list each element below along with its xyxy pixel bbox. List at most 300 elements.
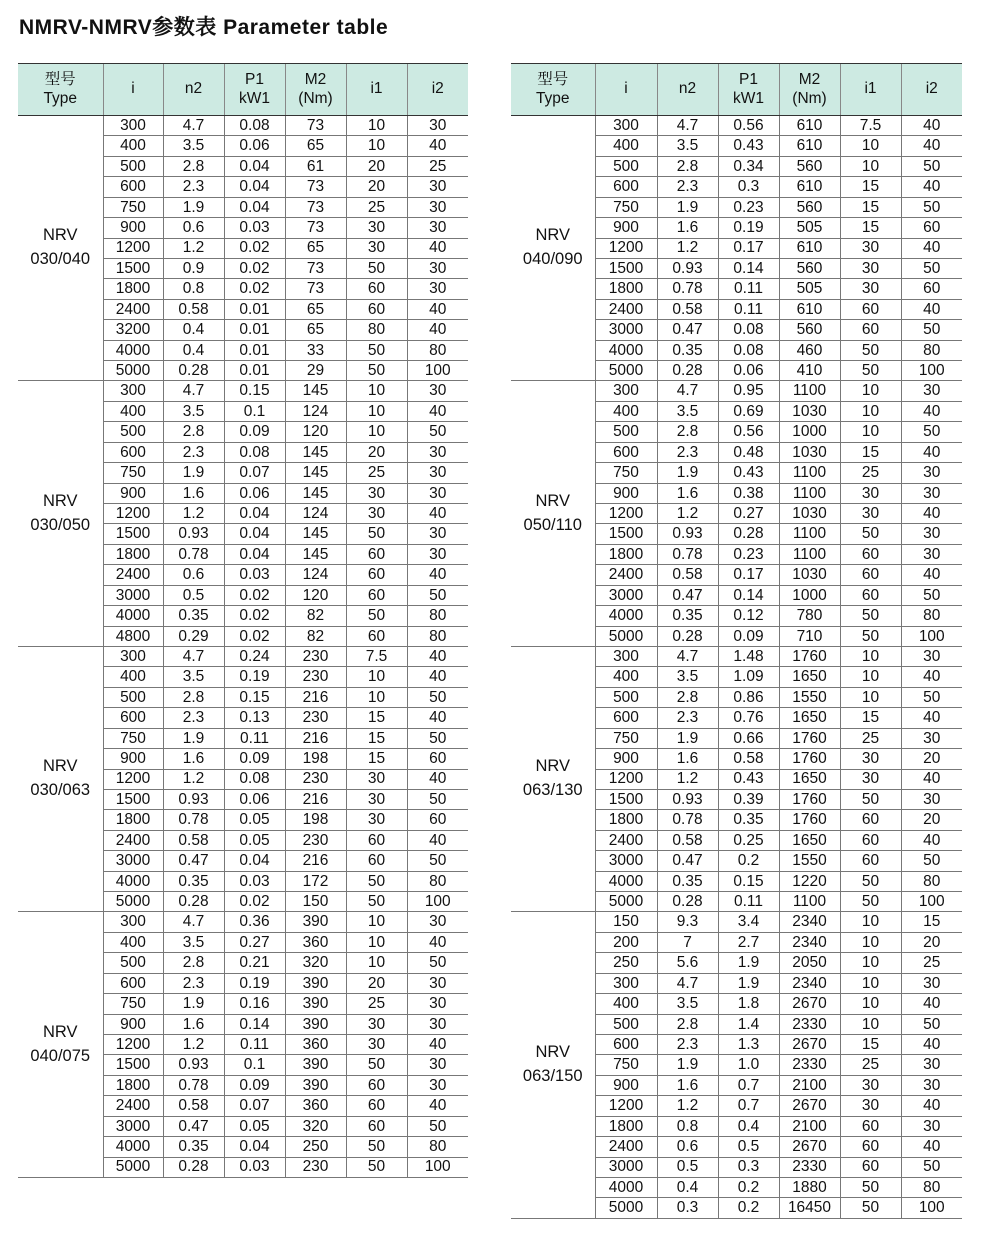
cell-i: 1800 [103, 810, 163, 830]
cell-i: 300 [595, 116, 657, 136]
cell-n2: 1.6 [657, 749, 718, 769]
cell-p1: 0.12 [718, 606, 779, 626]
cell-i1: 10 [346, 667, 407, 687]
type-group-030-050 [18, 381, 468, 646]
cell-i2: 30 [901, 973, 962, 993]
cell-i1: 25 [840, 1055, 901, 1075]
cell-i: 3000 [103, 1116, 163, 1136]
cell-i2: 40 [407, 401, 468, 421]
type-cell [18, 116, 103, 381]
cell-p1: 0.08 [224, 769, 285, 789]
cell-n2: 2.3 [163, 177, 224, 197]
cell-i1: 50 [840, 361, 901, 381]
cell-m2: 145 [285, 483, 346, 503]
cell-p1: 3.4 [718, 912, 779, 932]
cell-i2: 40 [901, 504, 962, 524]
cell-m2: 230 [285, 708, 346, 728]
cell-n2: 0.28 [657, 361, 718, 381]
cell-p1: 0.07 [224, 463, 285, 483]
cell-i1: 30 [346, 504, 407, 524]
cell-m2: 65 [285, 238, 346, 258]
cell-i: 1800 [595, 1116, 657, 1136]
cell-p1: 0.7 [718, 1096, 779, 1116]
cell-n2: 0.78 [657, 544, 718, 564]
cell-n2: 2.3 [163, 973, 224, 993]
cell-i1: 25 [840, 463, 901, 483]
cell-m2: 250 [285, 1137, 346, 1157]
page-title: NMRV-NMRV参数表 Parameter table [19, 16, 389, 39]
cell-n2: 1.9 [163, 994, 224, 1014]
cell-p1: 0.04 [224, 524, 285, 544]
table-row [511, 381, 962, 401]
cell-i1: 60 [346, 565, 407, 585]
cell-p1: 0.1 [224, 1055, 285, 1075]
cell-i1: 50 [840, 892, 901, 912]
type-group-040-090 [511, 116, 962, 381]
cell-m2: 1030 [779, 442, 840, 462]
cell-i2: 30 [901, 1075, 962, 1095]
cell-n2: 0.93 [163, 1055, 224, 1075]
cell-i2: 30 [407, 1075, 468, 1095]
cell-p1: 0.17 [718, 565, 779, 585]
cell-i1: 60 [840, 1116, 901, 1136]
cell-n2: 2.8 [163, 422, 224, 442]
cell-i: 3200 [103, 320, 163, 340]
type-type-line1: NRV [42, 1022, 78, 1041]
cell-n2: 0.28 [657, 626, 718, 646]
cell-m2: 65 [285, 136, 346, 156]
cell-n2: 0.28 [163, 1157, 224, 1177]
cell-m2: 1760 [779, 728, 840, 748]
cell-m2: 230 [285, 769, 346, 789]
cell-p1: 0.04 [224, 197, 285, 217]
header-row [18, 64, 468, 116]
cell-i1: 15 [840, 1034, 901, 1054]
cell-m2: 145 [285, 524, 346, 544]
cell-p1: 0.21 [224, 953, 285, 973]
cell-m2: 73 [285, 258, 346, 278]
cell-i2: 30 [901, 483, 962, 503]
cell-i2: 60 [901, 279, 962, 299]
cell-i2: 30 [901, 524, 962, 544]
cell-i: 3000 [595, 851, 657, 871]
cell-p1: 0.56 [718, 422, 779, 442]
cell-i: 1500 [595, 524, 657, 544]
cell-p1: 0.04 [224, 851, 285, 871]
cell-i: 750 [595, 463, 657, 483]
column-header-i [595, 64, 657, 116]
cell-i1: 15 [346, 708, 407, 728]
cell-i2: 50 [407, 1116, 468, 1136]
cell-i1: 30 [840, 1075, 901, 1095]
cell-m2: 1550 [779, 687, 840, 707]
cell-n2: 1.9 [657, 197, 718, 217]
cell-m2: 2100 [779, 1075, 840, 1095]
cell-i1: 50 [840, 871, 901, 891]
cell-m2: 124 [285, 401, 346, 421]
column-header-n2 [657, 64, 718, 116]
cell-p1: 0.11 [224, 728, 285, 748]
cell-p1: 0.04 [224, 544, 285, 564]
cell-i1: 30 [346, 238, 407, 258]
cell-p1: 0.34 [718, 156, 779, 176]
cell-i: 4000 [595, 340, 657, 360]
column-header-m2-line1: M2 [798, 70, 821, 88]
cell-i1: 30 [346, 1034, 407, 1054]
cell-i2: 25 [407, 156, 468, 176]
cell-p1: 0.03 [224, 565, 285, 585]
cell-n2: 0.28 [657, 892, 718, 912]
cell-n2: 0.58 [657, 565, 718, 585]
cell-i: 3000 [595, 585, 657, 605]
cell-i2: 40 [901, 177, 962, 197]
table-header [511, 64, 962, 116]
cell-p1: 0.3 [718, 1157, 779, 1177]
cell-n2: 0.93 [657, 789, 718, 809]
cell-i1: 60 [840, 320, 901, 340]
cell-n2: 4.7 [163, 912, 224, 932]
cell-i: 3000 [595, 320, 657, 340]
cell-i1: 10 [840, 136, 901, 156]
cell-m2: 2100 [779, 1116, 840, 1136]
cell-p1: 0.39 [718, 789, 779, 809]
header-row [511, 64, 962, 116]
type-cell [511, 912, 595, 1218]
cell-p1: 0.04 [224, 156, 285, 176]
cell-i2: 100 [901, 892, 962, 912]
cell-i1: 25 [346, 463, 407, 483]
cell-n2: 1.9 [657, 1055, 718, 1075]
cell-i2: 30 [407, 1014, 468, 1034]
cell-i2: 50 [407, 422, 468, 442]
cell-i2: 60 [407, 810, 468, 830]
cell-i2: 30 [407, 279, 468, 299]
cell-m2: 216 [285, 851, 346, 871]
cell-m2: 390 [285, 994, 346, 1014]
cell-i1: 10 [840, 401, 901, 421]
table-row [511, 912, 962, 932]
cell-p1: 0.2 [718, 1198, 779, 1218]
cell-m2: 2050 [779, 953, 840, 973]
column-header-n2-line1: n2 [678, 80, 697, 98]
column-header-i1 [840, 64, 901, 116]
cell-n2: 0.8 [163, 279, 224, 299]
type-group-050-110 [511, 381, 962, 646]
cell-i2: 80 [407, 1137, 468, 1157]
cell-p1: 0.08 [718, 340, 779, 360]
cell-n2: 0.58 [163, 1096, 224, 1116]
cell-n2: 0.47 [657, 320, 718, 340]
cell-i1: 30 [840, 769, 901, 789]
cell-p1: 0.01 [224, 320, 285, 340]
cell-n2: 1.9 [657, 463, 718, 483]
cell-p1: 0.16 [224, 994, 285, 1014]
column-header-type [18, 64, 103, 116]
column-header-i2 [407, 64, 468, 116]
column-header-i1-line1: i1 [370, 80, 383, 98]
cell-n2: 0.28 [163, 361, 224, 381]
cell-p1: 0.19 [718, 218, 779, 238]
cell-m2: 1100 [779, 483, 840, 503]
cell-i: 500 [103, 953, 163, 973]
cell-i2: 40 [407, 667, 468, 687]
cell-p1: 0.06 [718, 361, 779, 381]
column-header-m2-line1: M2 [304, 70, 327, 88]
cell-n2: 9.3 [657, 912, 718, 932]
cell-i: 5000 [103, 361, 163, 381]
cell-i1: 15 [840, 177, 901, 197]
cell-i2: 40 [407, 299, 468, 319]
cell-n2: 3.5 [163, 136, 224, 156]
cell-i1: 7.5 [840, 116, 901, 136]
cell-i: 300 [103, 912, 163, 932]
cell-n2: 0.3 [657, 1198, 718, 1218]
cell-p1: 0.27 [718, 504, 779, 524]
cell-i1: 25 [346, 197, 407, 217]
cell-p1: 0.36 [224, 912, 285, 932]
cell-p1: 0.03 [224, 218, 285, 238]
cell-m2: 73 [285, 116, 346, 136]
cell-n2: 0.58 [657, 299, 718, 319]
table-row [511, 116, 962, 136]
cell-m2: 410 [779, 361, 840, 381]
cell-i1: 20 [346, 973, 407, 993]
column-header-type-line1: 型号 [44, 70, 76, 88]
cell-i1: 10 [346, 912, 407, 932]
cell-i2: 100 [407, 361, 468, 381]
cell-p1: 0.11 [718, 279, 779, 299]
cell-p1: 0.66 [718, 728, 779, 748]
type-cell [18, 646, 103, 911]
cell-m2: 230 [285, 646, 346, 666]
cell-i1: 30 [840, 1096, 901, 1116]
cell-m2: 320 [285, 953, 346, 973]
type-type-line2: 063/130 [522, 781, 583, 800]
parameter-table-right [511, 63, 962, 1219]
cell-i: 400 [103, 136, 163, 156]
cell-i1: 50 [346, 606, 407, 626]
cell-n2: 0.58 [657, 830, 718, 850]
cell-i2: 100 [901, 361, 962, 381]
cell-i1: 30 [346, 789, 407, 809]
cell-n2: 0.35 [163, 1137, 224, 1157]
cell-m2: 1100 [779, 524, 840, 544]
cell-i: 4000 [103, 1137, 163, 1157]
cell-i1: 60 [346, 299, 407, 319]
cell-i1: 50 [346, 524, 407, 544]
cell-n2: 1.6 [657, 483, 718, 503]
cell-p1: 0.07 [224, 1096, 285, 1116]
cell-p1: 0.48 [718, 442, 779, 462]
cell-i: 900 [103, 218, 163, 238]
cell-i1: 7.5 [346, 646, 407, 666]
cell-i2: 30 [407, 381, 468, 401]
cell-i1: 15 [840, 442, 901, 462]
cell-i: 1500 [103, 1055, 163, 1075]
cell-i1: 10 [346, 687, 407, 707]
cell-i1: 10 [840, 667, 901, 687]
column-header-i1 [346, 64, 407, 116]
cell-n2: 4.7 [657, 116, 718, 136]
cell-n2: 1.9 [657, 728, 718, 748]
cell-i1: 30 [840, 279, 901, 299]
cell-m2: 120 [285, 585, 346, 605]
cell-i: 1800 [595, 279, 657, 299]
cell-n2: 2.8 [657, 687, 718, 707]
cell-m2: 1550 [779, 851, 840, 871]
cell-n2: 7 [657, 932, 718, 952]
cell-m2: 610 [779, 116, 840, 136]
type-group-030-040 [18, 116, 468, 381]
column-header-m2-line2: (Nm) [792, 89, 827, 107]
cell-m2: 1100 [779, 381, 840, 401]
cell-i2: 30 [901, 463, 962, 483]
cell-p1: 0.43 [718, 769, 779, 789]
cell-i2: 40 [901, 442, 962, 462]
cell-m2: 16450 [779, 1198, 840, 1218]
cell-i2: 40 [407, 320, 468, 340]
cell-i: 900 [595, 1075, 657, 1095]
cell-i1: 50 [346, 1157, 407, 1177]
cell-i1: 60 [840, 585, 901, 605]
cell-i2: 80 [407, 340, 468, 360]
cell-i: 2400 [595, 830, 657, 850]
cell-m2: 216 [285, 728, 346, 748]
cell-n2: 0.9 [163, 258, 224, 278]
cell-i1: 50 [840, 606, 901, 626]
cell-i1: 50 [840, 789, 901, 809]
cell-p1: 0.09 [718, 626, 779, 646]
cell-i: 900 [595, 218, 657, 238]
cell-i: 1200 [103, 238, 163, 258]
cell-i1: 10 [840, 932, 901, 952]
type-cell [18, 912, 103, 1177]
cell-m2: 390 [285, 973, 346, 993]
cell-i: 1800 [595, 810, 657, 830]
cell-n2: 2.3 [657, 1034, 718, 1054]
cell-i1: 60 [346, 544, 407, 564]
cell-i: 1200 [595, 769, 657, 789]
cell-n2: 1.9 [163, 463, 224, 483]
cell-m2: 172 [285, 871, 346, 891]
cell-i: 300 [595, 381, 657, 401]
cell-n2: 1.2 [657, 504, 718, 524]
cell-m2: 61 [285, 156, 346, 176]
cell-n2: 0.35 [163, 606, 224, 626]
cell-i1: 50 [346, 1055, 407, 1075]
cell-i: 750 [595, 1055, 657, 1075]
cell-p1: 0.05 [224, 810, 285, 830]
type-type-line2: 063/150 [522, 1067, 583, 1086]
cell-i: 1200 [595, 238, 657, 258]
cell-i1: 60 [346, 1096, 407, 1116]
cell-n2: 2.3 [163, 442, 224, 462]
cell-i1: 60 [346, 851, 407, 871]
cell-p1: 1.48 [718, 646, 779, 666]
cell-i: 600 [103, 442, 163, 462]
cell-n2: 0.28 [163, 892, 224, 912]
type-type-line2: 050/110 [523, 515, 582, 534]
cell-n2: 1.2 [657, 1096, 718, 1116]
cell-n2: 3.5 [163, 667, 224, 687]
cell-i: 1200 [103, 504, 163, 524]
cell-i: 4000 [595, 606, 657, 626]
cell-m2: 230 [285, 1157, 346, 1177]
cell-n2: 0.4 [163, 340, 224, 360]
column-header-p1-line1: P1 [739, 70, 758, 88]
cell-i2: 30 [407, 483, 468, 503]
table-header [18, 64, 468, 116]
cell-i: 2400 [103, 299, 163, 319]
cell-i1: 15 [346, 749, 407, 769]
cell-i2: 30 [407, 258, 468, 278]
cell-n2: 0.58 [163, 830, 224, 850]
cell-m2: 150 [285, 892, 346, 912]
column-header-m2-line2: (Nm) [298, 89, 333, 107]
cell-n2: 0.47 [657, 585, 718, 605]
cell-m2: 1650 [779, 769, 840, 789]
cell-m2: 124 [285, 504, 346, 524]
cell-n2: 1.9 [163, 728, 224, 748]
column-header-type-line2: Type [43, 89, 78, 107]
cell-i1: 50 [346, 1137, 407, 1157]
cell-i2: 50 [901, 585, 962, 605]
cell-m2: 73 [285, 177, 346, 197]
cell-i2: 80 [407, 606, 468, 626]
column-header-i-line1: i [624, 80, 628, 98]
cell-i2: 40 [901, 667, 962, 687]
type-group-063-130 [511, 646, 962, 911]
cell-i: 1200 [595, 1096, 657, 1116]
cell-m2: 120 [285, 422, 346, 442]
cell-m2: 145 [285, 381, 346, 401]
cell-m2: 710 [779, 626, 840, 646]
cell-n2: 1.2 [163, 504, 224, 524]
cell-i1: 10 [840, 1014, 901, 1034]
cell-m2: 73 [285, 279, 346, 299]
cell-n2: 0.35 [657, 606, 718, 626]
cell-p1: 0.02 [224, 606, 285, 626]
cell-i: 400 [595, 994, 657, 1014]
cell-i: 5000 [595, 892, 657, 912]
cell-i2: 100 [407, 1157, 468, 1177]
cell-m2: 145 [285, 544, 346, 564]
cell-i: 1200 [595, 504, 657, 524]
cell-n2: 1.2 [657, 769, 718, 789]
cell-i: 400 [103, 401, 163, 421]
cell-p1: 0.02 [224, 892, 285, 912]
cell-p1: 0.17 [718, 238, 779, 258]
cell-i: 4000 [595, 1177, 657, 1197]
cell-i2: 40 [901, 238, 962, 258]
cell-i: 1800 [103, 544, 163, 564]
cell-i2: 60 [901, 218, 962, 238]
cell-m2: 1000 [779, 585, 840, 605]
cell-n2: 0.78 [163, 810, 224, 830]
cell-i2: 40 [407, 932, 468, 952]
cell-i2: 50 [407, 851, 468, 871]
type-cell [18, 381, 103, 646]
cell-m2: 2340 [779, 912, 840, 932]
cell-i2: 50 [901, 197, 962, 217]
cell-p1: 1.9 [718, 973, 779, 993]
cell-n2: 0.8 [657, 1116, 718, 1136]
cell-i: 4000 [103, 340, 163, 360]
column-header-type [511, 64, 595, 116]
cell-p1: 1.8 [718, 994, 779, 1014]
cell-p1: 1.0 [718, 1055, 779, 1075]
cell-i2: 50 [901, 687, 962, 707]
